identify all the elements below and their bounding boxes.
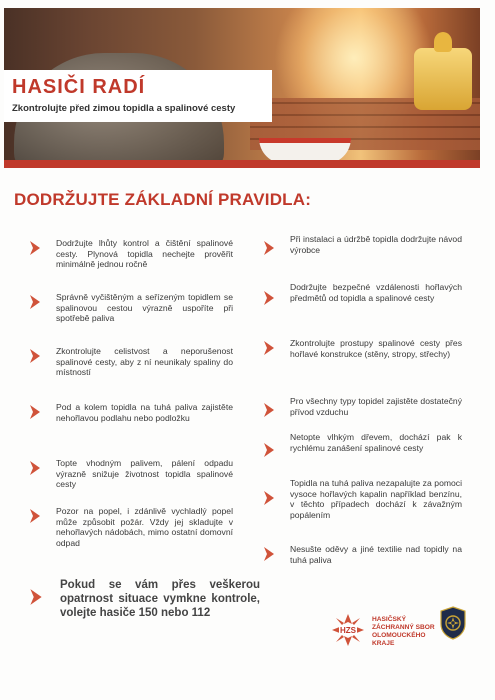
list-item [262, 282, 462, 306]
list-item [262, 432, 462, 458]
rule-text: Dodržujte bezpečné vzdálenosti hořlavých předmětů od topidla a spalinové cesty [290, 282, 462, 303]
list-item [262, 478, 462, 520]
hero-candle [414, 48, 472, 110]
rule-text: Pro všechny typy topidel zajistěte dostatečný přívod vzduchu [290, 396, 462, 417]
org-line: ZÁCHRANNÝ SBOR [372, 624, 435, 631]
rule-text: Netopte vlhkým dřevem, dochází pak k rychlému zanášení spalinové cesty [290, 432, 462, 453]
list-item [262, 544, 462, 565]
hzs-logo-text: HZS [340, 626, 356, 635]
rule-text: Pozor na popel, i zdánlivě vychladlý popel může způsobit požár. Vždy jej skladujte v nehořlavých nádobách, mimo ostatní domovní odpad [56, 506, 233, 548]
rule-text: Topte vhodným palivem, pálení odpadu výrazně snižuje životnost topidla spalinové cesty [56, 458, 233, 490]
chevron-right-icon [262, 240, 276, 256]
title-box [4, 70, 272, 122]
chevron-right-icon [262, 442, 276, 458]
chevron-right-icon [28, 508, 42, 524]
chevron-right-icon [28, 460, 42, 476]
rule-text: Topidla na tuhá paliva nezapalujte za pomoci vysoce hořlavých kapalin například benzínu, v těchto případech dochází k závažným popálením [290, 478, 462, 520]
list-item [28, 506, 233, 548]
chevron-right-icon [262, 546, 276, 562]
chevron-right-icon [28, 240, 42, 256]
chevron-right-icon [262, 290, 276, 306]
rule-text: Zkontrolujte prostupy spalinové cesty přes hořlavé konstrukce (stěny, stropy, střechy) [290, 338, 462, 359]
org-line: KRAJE [372, 640, 395, 647]
list-item [28, 346, 233, 378]
organization-name [372, 616, 442, 648]
chevron-right-icon [28, 588, 44, 611]
page-subtitle: Zkontrolujte před zimou topidla a spalinové cesty [12, 103, 236, 114]
rules-heading: DODRŽUJTE ZÁKLADNÍ PRAVIDLA: [14, 190, 312, 209]
chevron-right-icon [28, 348, 42, 364]
list-item [262, 338, 462, 359]
page-title: HASIČI RADÍ [12, 76, 146, 98]
org-line: HASIČSKÝ [372, 616, 407, 623]
fire-rescue-emblem-icon [440, 606, 466, 640]
list-item [28, 238, 233, 270]
chevron-right-icon [262, 490, 276, 506]
chevron-right-icon [262, 402, 276, 418]
list-item [28, 458, 233, 490]
list-item [262, 234, 462, 256]
chevron-right-icon [262, 340, 276, 356]
chevron-right-icon [28, 404, 42, 420]
list-item [28, 402, 233, 423]
rule-text: Pod a kolem topidla na tuhá paliva zajistěte nehořlavou podlahu nebo podložku [56, 402, 233, 423]
list-item [262, 396, 462, 418]
chevron-right-icon [28, 294, 42, 310]
list-item [28, 292, 233, 324]
rule-text: Nesušte oděvy a jiné textilie nad topidly na tuhá paliva [290, 544, 462, 565]
rule-text: Dodržujte lhůty kontrol a čištění spalinové cesty. Plynová topidla nechejte prověřit minimálně jednou ročně [56, 238, 233, 270]
rule-text: Zkontrolujte celistvost a neporušenost spalinové cesty, aby z ní neunikaly spaliny do místností [56, 346, 233, 378]
org-line: OLOMOUCKÉHO [372, 632, 426, 639]
hero-red-bar [4, 160, 480, 168]
rule-text: Při instalaci a údržbě topidla dodržujte návod výrobce [290, 234, 462, 255]
hzs-logo [330, 612, 366, 648]
rule-text: Správně vyčištěným a seřízeným topidlem se spalinovou cestou výrazně uspoříte při spotřebě paliva [56, 292, 233, 324]
emergency-notice: Pokud se vám přes veškerou opatrnost situace vymkne kontrole, volejte hasiče 150 nebo 112 [60, 579, 260, 619]
